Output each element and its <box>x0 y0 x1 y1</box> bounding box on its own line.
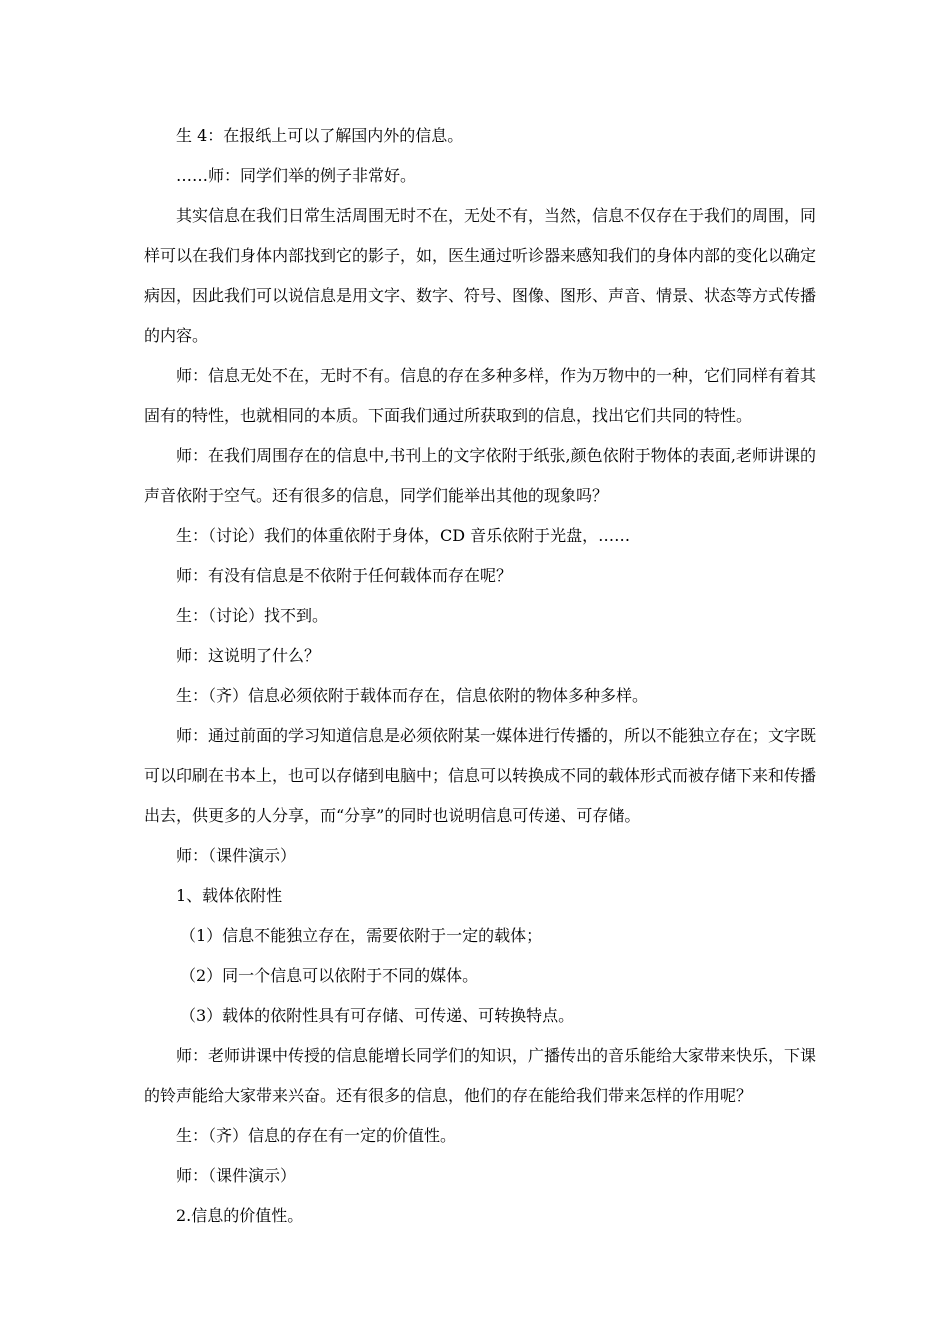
paragraph: 生：（讨论）我们的体重依附于身体，CD 音乐依附于光盘，…… <box>176 526 631 545</box>
paragraph: 其实信息在我们日常生活周围无时不在，无处不有，当然，信息不仅存在于我们的周围，同样可以在我们身体内部找到它的影子，如，医生通过听诊器来感知我们的身体内部的变化以确定病因，因此我们可以说信息是用文字、数字、符号、图像、图形、声音、情景、状态等方式传播的内容。 <box>144 206 817 345</box>
paragraph: 师：信息无处不在，无时不有。信息的存在多种多样，作为万物中的一种，它们同样有着其固有的特性，也就相同的本质。下面我们通过所获取到的信息，找出它们共同的特性。 <box>144 366 817 425</box>
document-body <box>144 116 816 1236</box>
paragraph: 师：有没有信息是不依附于任何载体而存在呢？ <box>176 566 513 585</box>
paragraph: 生：（讨论）找不到。 <box>176 606 329 625</box>
section-heading: 2.信息的价值性。 <box>176 1206 304 1225</box>
section-heading: 1、载体依附性 <box>176 886 283 905</box>
paragraph: 生：（齐）信息必须依附于载体而存在，信息依附的物体多种多样。 <box>176 686 649 705</box>
list-item: （1）信息不能独立存在，需要依附于一定的载体； <box>180 926 543 945</box>
paragraph: 师：通过前面的学习知道信息是必须依附某一媒体进行传播的，所以不能独立存在；文字既可以印刷在书本上，也可以存储到电脑中；信息可以转换成不同的载体形式而被存储下来和传播出去，供更多的人分享，而“分享”的同时也说明信息可传递、可存储。 <box>144 726 817 825</box>
list-item: （3）载体的依附性具有可存储、可传递、可转换特点。 <box>180 1006 575 1025</box>
paragraph: ……师：同学们举的例子非常好。 <box>176 166 417 185</box>
list-item: （2）同一个信息可以依附于不同的媒体。 <box>180 966 479 985</box>
paragraph: 师：老师讲课中传授的信息能增长同学们的知识，广播传出的音乐能给大家带来快乐，下课的铃声能给大家带来兴奋。还有很多的信息，他们的存在能给我们带来怎样的作用呢？ <box>144 1046 817 1105</box>
paragraph: 生 4：在报纸上可以了解国内外的信息。 <box>176 126 464 145</box>
paragraph: 师：在我们周围存在的信息中,书刊上的文字依附于纸张,颜色依附于物体的表面,老师讲课的声音依附于空气。还有很多的信息，同学们能举出其他的现象吗？ <box>144 446 816 505</box>
paragraph: 师：这说明了什么？ <box>176 646 321 665</box>
paragraph: 师：（课件演示） <box>176 846 297 865</box>
paragraph: 生：（齐）信息的存在有一定的价值性。 <box>176 1126 457 1145</box>
paragraph: 师：（课件演示） <box>176 1166 297 1185</box>
